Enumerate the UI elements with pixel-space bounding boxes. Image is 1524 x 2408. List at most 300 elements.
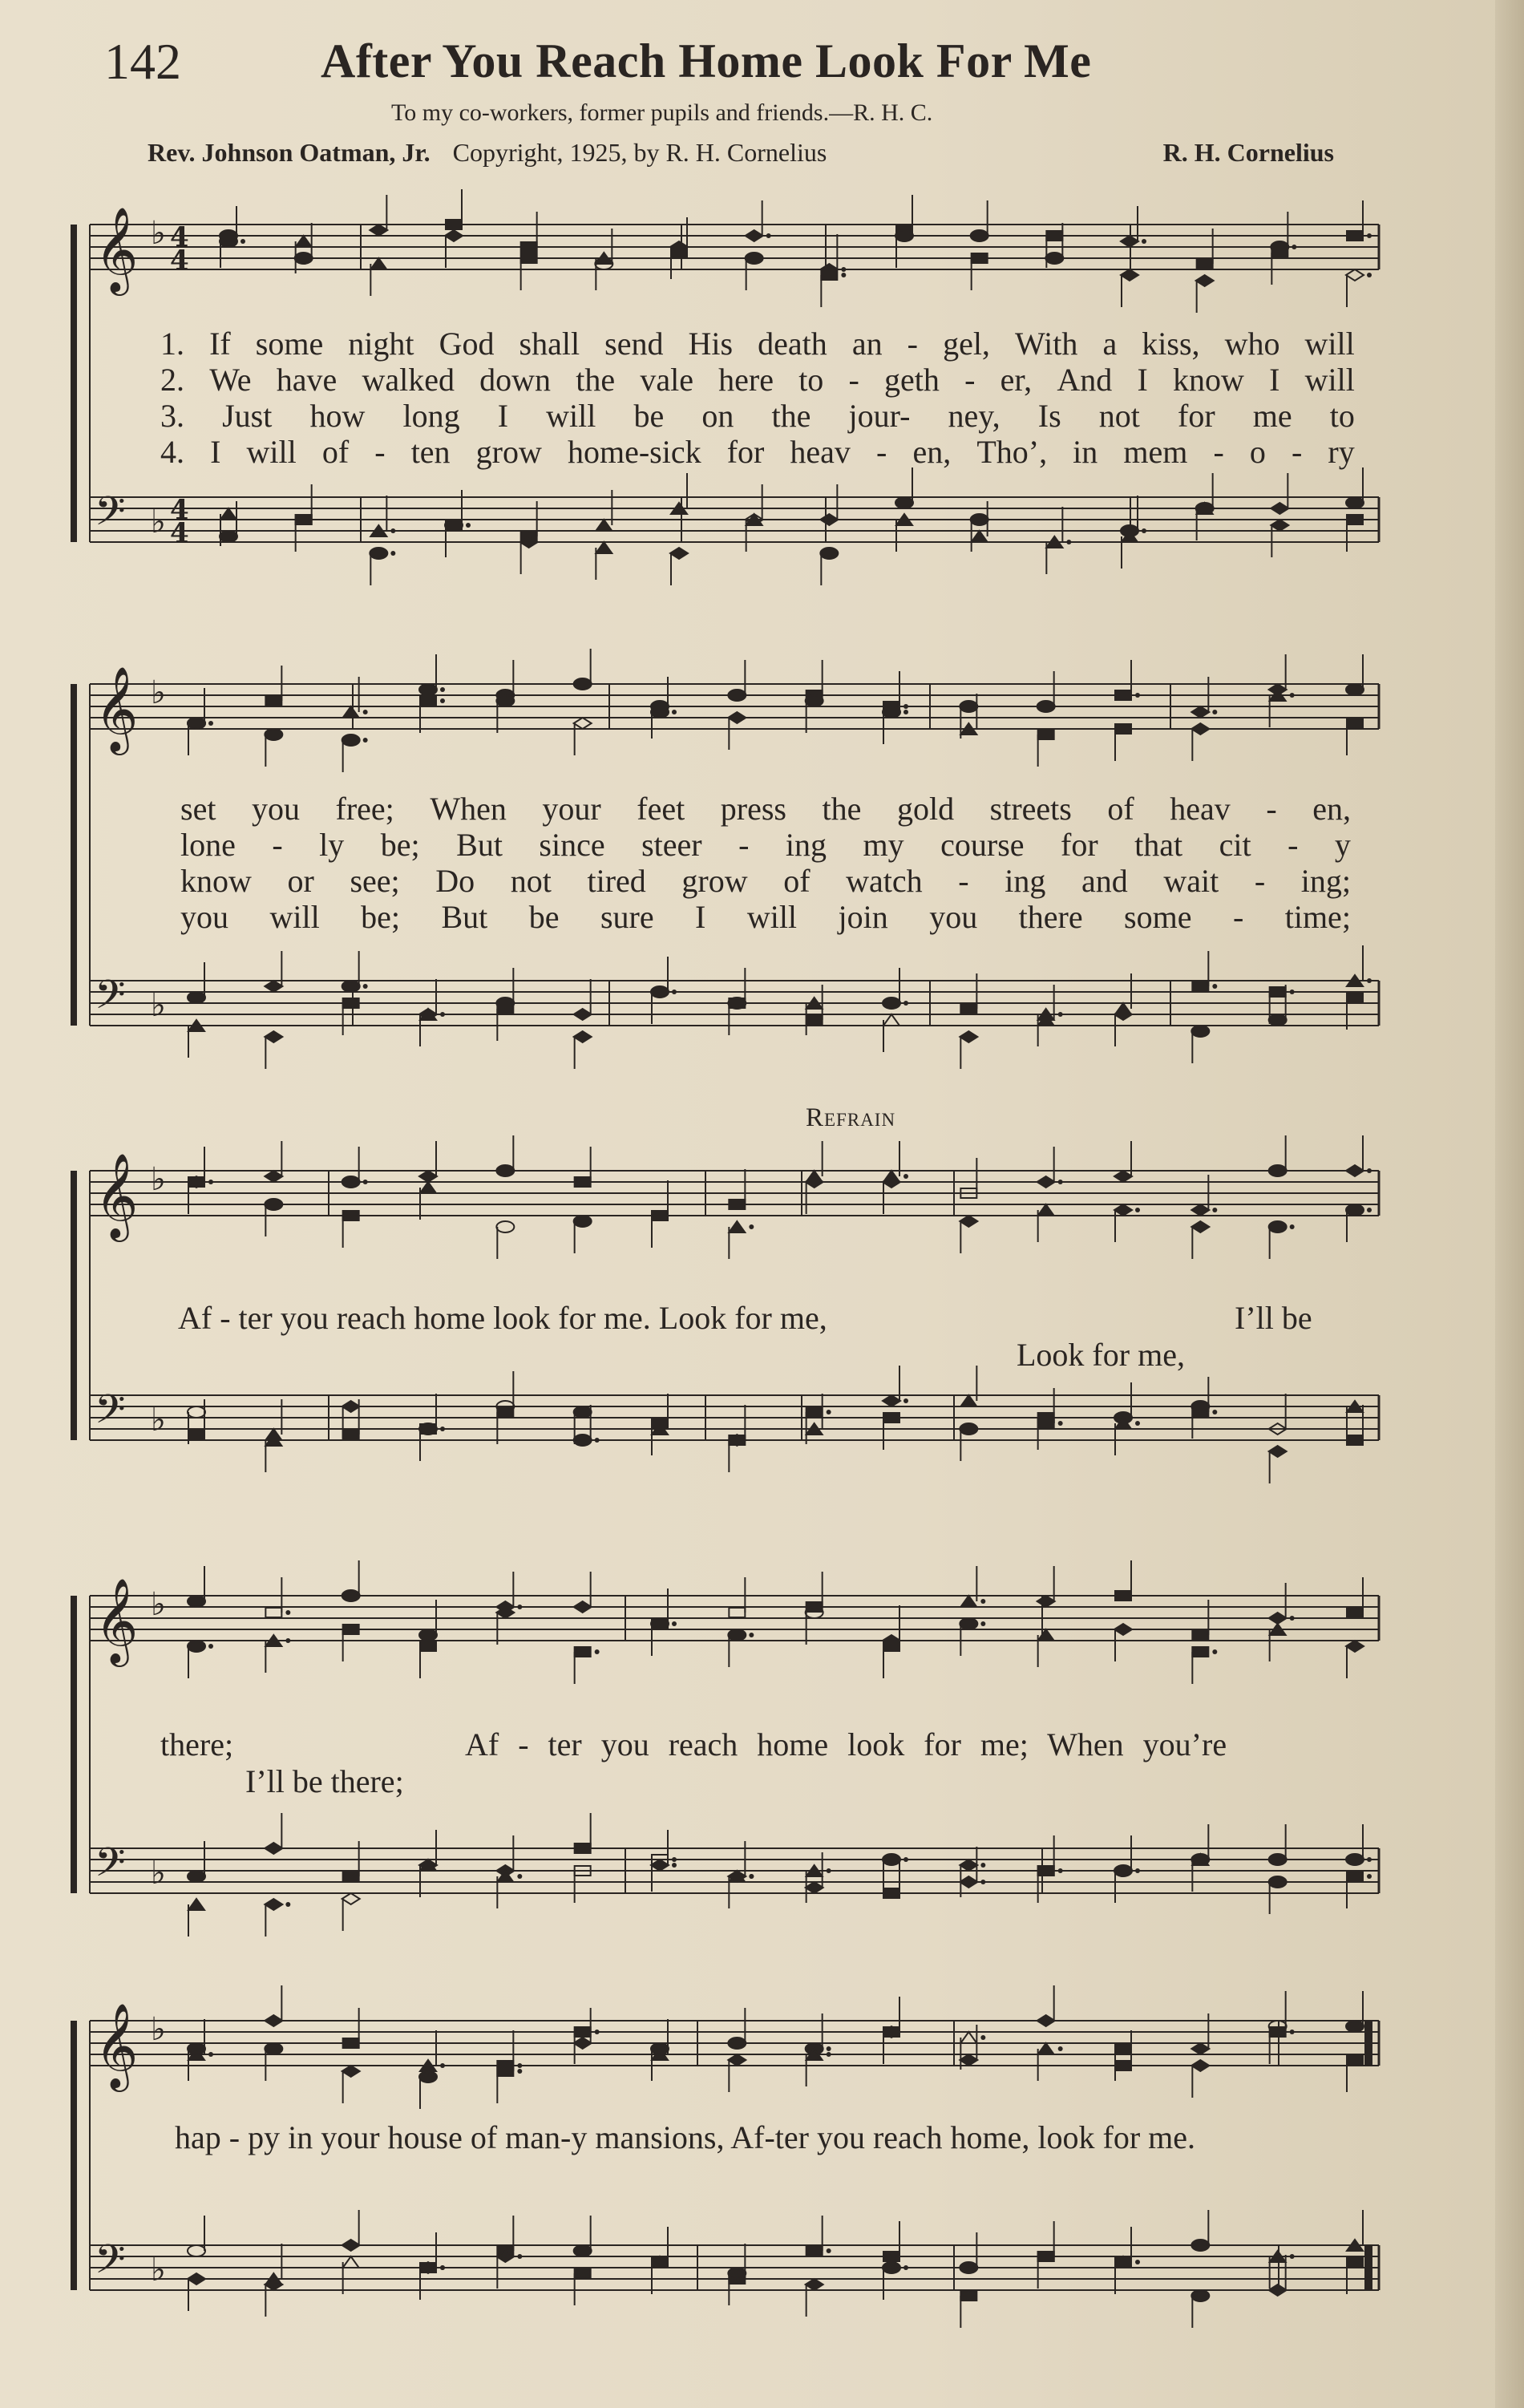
note-head xyxy=(1269,1854,1287,1865)
dot xyxy=(285,1902,290,1907)
lyric-syllable: walked xyxy=(362,362,455,398)
note-head xyxy=(1346,269,1364,281)
note-head xyxy=(895,230,913,241)
note-head xyxy=(1192,1647,1208,1657)
note-head xyxy=(820,548,838,559)
dot xyxy=(440,687,445,692)
refrain-lyric-1: Af - ter you reach home look for me. Look for me, xyxy=(178,1300,827,1336)
lyric-syllable: who xyxy=(1224,326,1280,362)
note-head xyxy=(883,1014,899,1026)
note-head xyxy=(521,242,537,252)
note-head xyxy=(1191,2240,1209,2251)
lyric-syllable: a xyxy=(1102,326,1118,362)
dot xyxy=(903,1398,908,1403)
lyric-syllable: your xyxy=(542,791,601,827)
lyric-syllable: sure xyxy=(600,899,654,935)
lyric-syllable: With xyxy=(1015,326,1078,362)
note-head xyxy=(1346,2021,1364,2032)
dot xyxy=(208,1644,213,1649)
note-head xyxy=(1346,1854,1364,1865)
flat-sign-icon: ♭ xyxy=(151,987,166,1024)
lyric-syllable: you xyxy=(180,899,228,935)
lyric-syllable: for xyxy=(1061,827,1098,863)
lyric-syllable: We xyxy=(209,362,252,398)
note-head xyxy=(651,701,669,712)
note-head xyxy=(972,253,988,263)
refrain-echo-1: Look for me, xyxy=(1017,1337,1185,1373)
note-head xyxy=(188,992,205,1003)
lyric-syllable: I xyxy=(1269,362,1280,398)
dot xyxy=(672,710,677,714)
note-head xyxy=(1347,231,1363,241)
dot xyxy=(672,990,677,994)
lyric-syllable: the xyxy=(771,398,811,434)
time-signature-top: 4 xyxy=(170,494,189,526)
bass-clef-icon: 𝄢 xyxy=(95,488,126,544)
note-head xyxy=(1115,2061,1131,2070)
note-head xyxy=(188,1641,205,1652)
note-head xyxy=(960,2291,976,2301)
note-head xyxy=(1114,1171,1132,1182)
note-head xyxy=(1192,981,1208,991)
note-head xyxy=(1038,2252,1054,2261)
lyric-syllable: in xyxy=(1073,434,1098,470)
note-head xyxy=(1046,231,1062,241)
note-head xyxy=(746,230,763,241)
dot xyxy=(208,721,213,726)
lyric-syllable: gold xyxy=(896,791,955,827)
dot xyxy=(1135,2260,1140,2264)
dot xyxy=(1142,528,1146,533)
note-head xyxy=(972,531,988,542)
dot xyxy=(595,1438,600,1443)
note-head xyxy=(296,515,312,524)
flat-sign-icon: ♭ xyxy=(151,1402,166,1439)
note-head xyxy=(883,1413,899,1423)
verse-3-line xyxy=(160,397,1355,432)
note-head xyxy=(574,1216,592,1227)
lyric-syllable: grow xyxy=(681,863,748,899)
lyric-syllable: for xyxy=(726,434,765,470)
dot xyxy=(827,2046,831,2051)
dot xyxy=(672,1621,677,1626)
note-head xyxy=(343,706,359,718)
note-head xyxy=(960,2032,976,2043)
note-head xyxy=(1121,236,1138,247)
note-head xyxy=(806,695,823,706)
dot xyxy=(903,704,908,709)
note-head xyxy=(1347,1435,1363,1445)
refrain-lyric-3: hap - py in your house of man-y mansions, Af-ter you reach home, look for me. xyxy=(175,2119,1196,2155)
lyric-syllable: vale xyxy=(640,362,693,398)
dot xyxy=(595,2030,600,2034)
lyric-syllable: since xyxy=(539,827,605,863)
dot xyxy=(1212,1649,1217,1654)
lyric-syllable: - xyxy=(907,326,918,362)
dot xyxy=(1058,1868,1063,1873)
flat-sign-icon: ♭ xyxy=(151,2252,166,2289)
lyric-syllable: will xyxy=(1304,362,1355,398)
note-head xyxy=(960,1395,976,1406)
dot xyxy=(363,738,368,743)
lyric-syllable: - xyxy=(1254,863,1266,899)
bass-clef-icon: 𝄢 xyxy=(95,1386,126,1443)
note-head xyxy=(728,712,746,723)
dot xyxy=(827,2052,831,2057)
verse-1-line xyxy=(160,325,1355,360)
page-number: 142 xyxy=(104,33,181,90)
lyric-syllable: that xyxy=(1134,827,1183,863)
lyric-syllable: not xyxy=(510,863,552,899)
lyric-syllable: But xyxy=(456,827,503,863)
lyric-syllable: of xyxy=(1107,791,1134,827)
dot xyxy=(841,273,846,277)
dot xyxy=(1135,1868,1140,1873)
lyric-syllable: an xyxy=(851,326,883,362)
note-head xyxy=(883,998,900,1009)
lyric-syllable: shall xyxy=(519,326,580,362)
dot xyxy=(208,1180,213,1184)
dot xyxy=(903,1857,908,1862)
note-head xyxy=(265,1171,282,1182)
note-head xyxy=(1347,2055,1363,2065)
dot xyxy=(749,1224,754,1229)
dot xyxy=(672,1863,677,1868)
dot xyxy=(1212,1208,1217,1212)
note-head xyxy=(1191,2290,1209,2301)
lyric-syllable: His xyxy=(688,326,734,362)
note-head xyxy=(883,1641,899,1651)
lyric-syllable: see; xyxy=(350,863,400,899)
note-head xyxy=(729,1221,745,1232)
note-head xyxy=(1346,1641,1364,1652)
dot xyxy=(841,267,846,272)
flat-sign-icon: ♭ xyxy=(151,504,166,540)
lyric-syllable: time; xyxy=(1284,899,1351,935)
treble-clef-icon: 𝄞 xyxy=(95,1152,139,1238)
lyric-syllable: steer xyxy=(641,827,702,863)
dot xyxy=(980,2035,985,2040)
note-head xyxy=(883,1395,900,1406)
dot xyxy=(1367,273,1372,277)
note-head xyxy=(342,1401,360,1412)
lyric-syllable: send xyxy=(604,326,664,362)
note-head xyxy=(343,2038,359,2048)
lyric-syllable: to xyxy=(1329,398,1355,434)
note-head xyxy=(960,1216,977,1227)
note-head xyxy=(1114,1204,1132,1216)
note-head xyxy=(265,981,282,992)
note-head xyxy=(188,1406,205,1418)
dot xyxy=(1290,2254,1295,2259)
lyric-syllable: Do xyxy=(435,863,475,899)
note-head xyxy=(188,2043,205,2054)
lyric-syllable: you xyxy=(929,899,978,935)
note-head xyxy=(1037,701,1055,712)
lyric-syllable: the xyxy=(822,791,862,827)
note-head xyxy=(1346,1165,1364,1176)
lyric-syllable: - xyxy=(1213,434,1224,470)
note-head xyxy=(806,1407,823,1417)
dot xyxy=(440,1427,445,1431)
note-head xyxy=(728,2038,746,2049)
lyric-syllable: kiss, xyxy=(1142,326,1200,362)
music-system-5 xyxy=(0,1973,1524,2390)
note-head xyxy=(370,548,387,559)
note-head xyxy=(574,1601,592,1613)
note-head xyxy=(343,998,359,1008)
note-head xyxy=(1121,269,1138,281)
note-head xyxy=(746,253,763,264)
note-head xyxy=(188,1871,205,1882)
note-head xyxy=(420,1424,436,1434)
note-head xyxy=(575,1177,591,1187)
refrain-lyric-2: Af - ter you reach home look for me; When you’re xyxy=(465,1726,1227,1762)
dot xyxy=(1058,1180,1063,1184)
lyric-syllable: will xyxy=(746,899,798,935)
treble-clef-icon: 𝄞 xyxy=(95,1577,139,1663)
lyric-syllable: to xyxy=(798,362,824,398)
note-head xyxy=(188,2273,205,2285)
note-head xyxy=(1191,723,1209,735)
dot xyxy=(1292,245,1296,249)
note-head xyxy=(188,1596,205,1607)
lyric-syllable: - xyxy=(848,362,859,398)
note-head xyxy=(1045,253,1063,264)
note-head xyxy=(596,542,612,553)
note-head xyxy=(1115,2257,1131,2267)
lyric-syllable: be; xyxy=(380,827,420,863)
bass-clef-icon: 𝄢 xyxy=(95,1839,126,1896)
lyric-syllable: know xyxy=(1172,362,1244,398)
flat-sign-icon: ♭ xyxy=(151,2011,166,2048)
note-head xyxy=(343,1872,359,1881)
note-head xyxy=(728,998,746,1009)
flat-sign-icon: ♭ xyxy=(151,1161,166,1198)
note-head xyxy=(883,2252,899,2261)
note-head xyxy=(883,706,900,718)
note-head xyxy=(960,1596,976,1607)
note-head xyxy=(960,1860,977,1871)
note-head xyxy=(883,1888,899,1898)
lyric-syllable: wait xyxy=(1163,863,1219,899)
lyric-syllable: ly xyxy=(319,827,345,863)
lyric-syllable: course xyxy=(940,827,1025,863)
note-head xyxy=(574,678,592,690)
note-head xyxy=(651,2043,669,2054)
note-head xyxy=(652,1418,668,1428)
dot xyxy=(440,2265,445,2270)
dot xyxy=(1058,1421,1063,1426)
dot xyxy=(749,1633,754,1637)
lyric-syllable: press xyxy=(720,791,786,827)
note-head xyxy=(1191,2043,1209,2054)
note-head xyxy=(342,2240,360,2251)
note-head xyxy=(883,1854,900,1865)
dot xyxy=(517,2069,522,2074)
note-head xyxy=(1191,706,1209,718)
note-head xyxy=(296,236,312,247)
note-head xyxy=(343,1430,359,1439)
dot xyxy=(980,1621,985,1626)
note-head xyxy=(1347,993,1363,1002)
note-head xyxy=(1347,718,1363,728)
note-head xyxy=(1115,2044,1131,2054)
lyric-syllable: there xyxy=(1018,899,1083,935)
note-head xyxy=(971,514,988,525)
lyric-syllable: 2. xyxy=(160,362,184,398)
dedication: To my co-workers, former pupils and friends.—R. H. C. xyxy=(391,99,933,126)
note-head xyxy=(960,1876,977,1888)
verse-4-line xyxy=(160,433,1355,468)
note-head xyxy=(820,514,838,525)
note-head xyxy=(1191,1026,1209,1037)
note-head xyxy=(575,1647,591,1657)
dot xyxy=(390,551,395,556)
lyric-syllable: - xyxy=(964,362,976,398)
note-head xyxy=(652,1619,668,1629)
dot xyxy=(766,233,771,238)
note-head xyxy=(728,1629,746,1641)
lyric-syllable: cit xyxy=(1219,827,1251,863)
lyric-syllable: - xyxy=(876,434,887,470)
note-head xyxy=(419,684,437,695)
note-head xyxy=(574,1031,592,1042)
bass-clef-icon: 𝄢 xyxy=(95,972,126,1028)
note-head xyxy=(883,2262,900,2273)
lyric-syllable: tired xyxy=(587,863,646,899)
dot xyxy=(517,1874,522,1879)
verse-4-line xyxy=(180,898,1351,933)
lyric-syllable: be; xyxy=(361,899,401,935)
dot xyxy=(980,1863,985,1868)
lyric-syllable: of xyxy=(783,863,811,899)
note-head xyxy=(574,1009,592,1020)
lyric-syllable: mem xyxy=(1123,434,1188,470)
note-head xyxy=(265,1608,281,1617)
dot xyxy=(363,710,368,714)
note-head xyxy=(1269,1876,1287,1888)
dot xyxy=(903,1001,908,1006)
lyric-syllable: long xyxy=(402,398,460,434)
lyric-syllable: streets xyxy=(989,791,1072,827)
note-head xyxy=(1192,1630,1208,1640)
dot xyxy=(595,1649,600,1654)
note-head xyxy=(729,1608,745,1617)
note-head xyxy=(497,2066,513,2076)
note-head xyxy=(806,2279,823,2290)
note-head xyxy=(1346,1204,1364,1216)
lyric-syllable: grow xyxy=(475,434,542,470)
note-head xyxy=(419,1629,437,1641)
note-head xyxy=(575,2268,591,2278)
note-head xyxy=(1270,987,1286,997)
time-signature-bottom: 4 xyxy=(170,245,189,277)
note-head xyxy=(265,1031,282,1042)
lyric-syllable: free; xyxy=(335,791,394,827)
dot xyxy=(980,1599,985,1604)
dot xyxy=(1135,1421,1140,1426)
note-head xyxy=(575,1843,591,1853)
note-head xyxy=(220,230,237,241)
note-head xyxy=(342,1590,360,1601)
lyric-syllable: know xyxy=(180,863,252,899)
lyric-syllable: lone xyxy=(180,827,236,863)
dot xyxy=(285,1638,290,1643)
note-head xyxy=(728,690,746,701)
dot xyxy=(1058,1012,1063,1017)
note-head xyxy=(343,1625,359,1634)
verse-2-line xyxy=(180,826,1351,861)
note-head xyxy=(265,1899,282,1910)
dot xyxy=(1212,984,1217,989)
lyric-syllable: be xyxy=(633,398,665,434)
note-head xyxy=(343,1211,359,1220)
lyric-syllable: not xyxy=(1098,398,1140,434)
lyric-syllable: gel, xyxy=(943,326,990,362)
lyric-syllable: 1. xyxy=(160,326,184,362)
note-head xyxy=(370,258,386,269)
dot xyxy=(1135,1208,1140,1212)
note-head xyxy=(651,986,669,998)
note-head xyxy=(1271,503,1288,514)
note-head xyxy=(188,1430,204,1439)
time-signature-bottom: 4 xyxy=(170,517,189,549)
flat-sign-icon: ♭ xyxy=(151,215,166,252)
flat-sign-icon: ♭ xyxy=(151,1586,166,1623)
lyric-syllable: here xyxy=(718,362,774,398)
note-head xyxy=(342,981,360,992)
note-head xyxy=(1269,1221,1287,1232)
dot xyxy=(827,1868,831,1873)
dot xyxy=(208,2052,213,2057)
note-head xyxy=(574,2038,592,2049)
note-head xyxy=(960,1618,977,1629)
note-head xyxy=(1269,2285,1287,2296)
note-head xyxy=(265,696,281,706)
dot xyxy=(1058,2046,1063,2051)
lyric-syllable: or xyxy=(287,863,314,899)
dot xyxy=(903,710,908,714)
note-head xyxy=(729,1200,745,1209)
note-head xyxy=(521,253,537,263)
note-head xyxy=(960,1423,977,1435)
time-signature-top: 4 xyxy=(170,221,189,253)
final-barline xyxy=(1364,2245,1372,2290)
dot xyxy=(1367,1857,1372,1862)
note-head xyxy=(1191,2060,1209,2071)
verse-2-line xyxy=(160,361,1355,396)
note-head xyxy=(574,1406,592,1418)
lyric-syllable: how xyxy=(309,398,366,434)
note-head xyxy=(497,1407,513,1417)
lyric-syllable: ing xyxy=(1005,863,1046,899)
lyric-syllable: the xyxy=(576,362,616,398)
note-head xyxy=(728,2054,746,2066)
dot xyxy=(440,698,445,703)
note-head xyxy=(446,520,462,530)
dot xyxy=(749,1874,754,1879)
note-head xyxy=(971,230,988,241)
lyric-syllable: o xyxy=(1249,434,1266,470)
note-head xyxy=(342,1176,360,1188)
verse-1-line xyxy=(180,790,1351,825)
note-head xyxy=(188,1899,204,1910)
lyric-syllable: jour- xyxy=(848,398,911,434)
lyric-syllable: en, xyxy=(912,434,952,470)
lyric-syllable: will xyxy=(246,434,297,470)
lyric-syllable: - xyxy=(1288,827,1299,863)
